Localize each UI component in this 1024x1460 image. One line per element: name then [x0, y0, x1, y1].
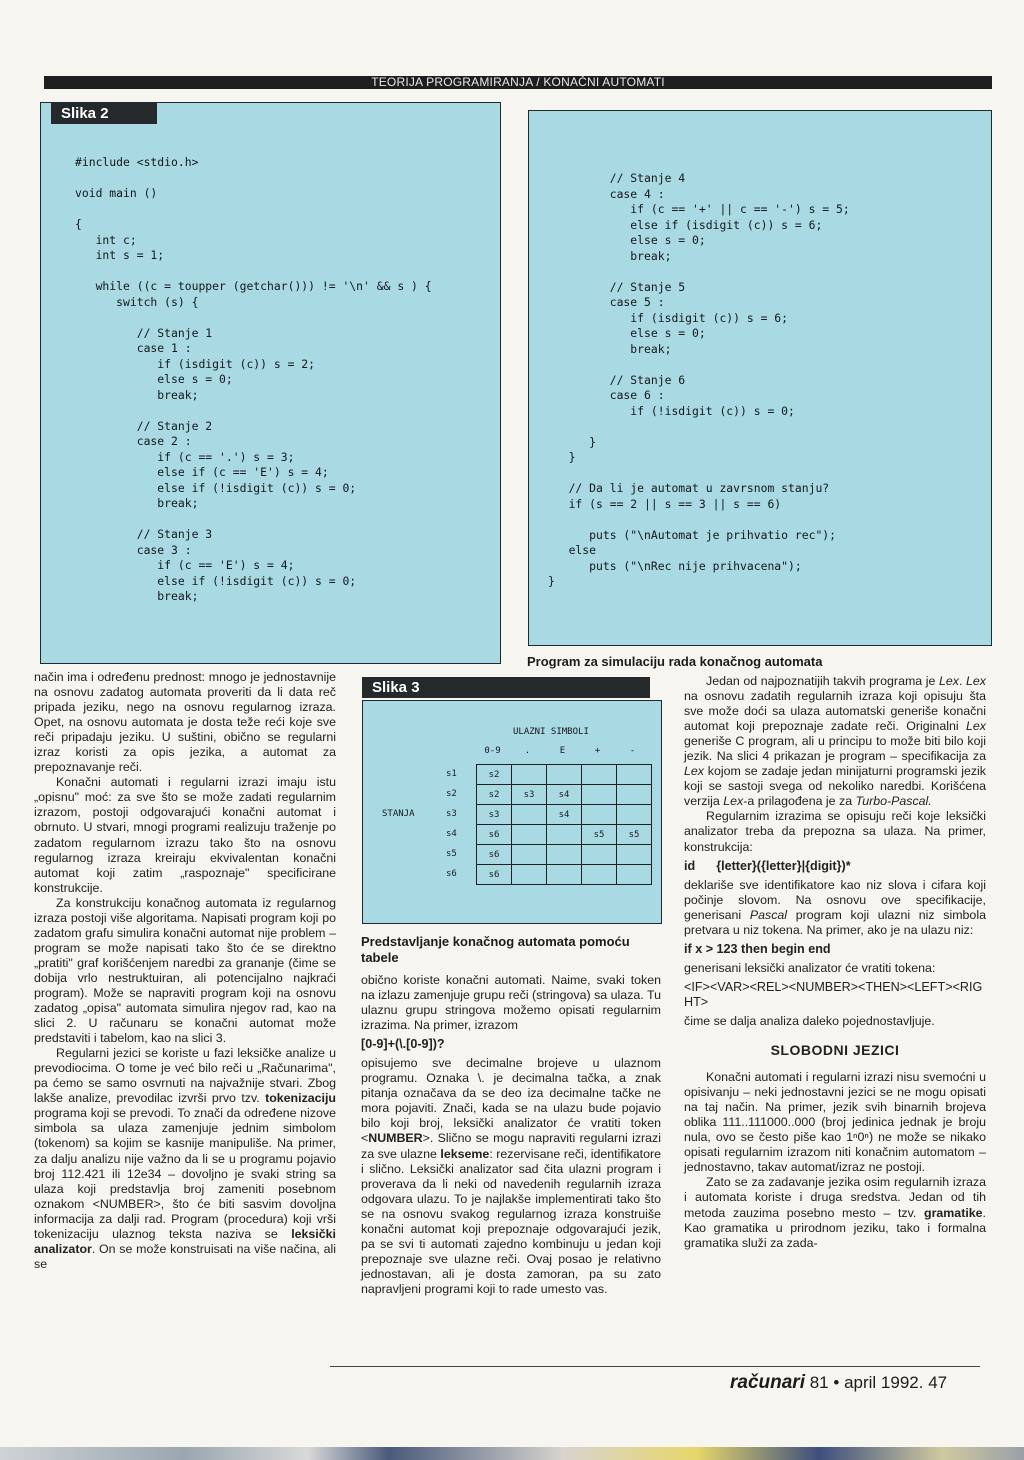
table-cell	[512, 825, 547, 845]
column-header: +	[594, 746, 601, 756]
table-cell	[547, 765, 582, 785]
table-cell: s5	[582, 825, 617, 845]
state-table-title: ULAZNI SIMBOLI	[513, 727, 589, 737]
table-row	[477, 865, 652, 885]
table-cell	[512, 865, 547, 885]
table-cell	[617, 845, 652, 865]
section-header: TEORIJA PROGRAMIRANJA / KONAČNI AUTOMATI	[44, 76, 992, 89]
paragraph: Regularnim izrazima se opisuju reči koje leksički analizator treba da prepozna sa ulaza. Na primer, konstrukcija:	[684, 809, 986, 854]
column-header: -	[629, 746, 636, 756]
table-cell: s6	[477, 825, 512, 845]
table-cell	[617, 765, 652, 785]
page-footer	[730, 1372, 947, 1394]
page-number: 47	[928, 1373, 948, 1392]
regex-formula: [0-9]+(\.[0-9])?	[361, 1037, 445, 1052]
column-header: .	[524, 746, 531, 756]
table-cell: s6	[477, 865, 512, 885]
table-cell: s3	[512, 785, 547, 805]
column-header: 0-9	[484, 746, 501, 756]
footer-rule	[330, 1366, 980, 1367]
table-row	[477, 765, 652, 785]
magazine-name: računari	[730, 1372, 805, 1393]
paragraph: Regularni jezici se koriste u fazi leksičke analize u prevodiocima. O tome je već bilo reči u „Računarima", pa ćemo se samo osvrnuti na najvažnije stvari. Zbog lakše analize, prevodilac izvrši prvo tzv. tokenizaciju programa koji se prevodi. To znači da određene nizove simbola sa ulaza zamenjuje jednim simbolom (tokenom) sa kojim se kasnije manipuliše. Na primer, za dalju analizu nije važno da li se u programu pojavio broj 112.421 ili 12e34 – dovoljno je svaki string sa ulaza koji predstavlja broj zameniti posebnom oznakom <NUMBER>, što će biti sasvim dovoljna informacija za dalji rad. Program (procedura) koji vrši tokenizaciju ulaznog teksta naziva se leksički analizator. On se može konstruisati na više načina, ali se	[34, 1046, 336, 1271]
paragraph: opisujemo sve decimalne brojeve u ulaznom programu. Oznaka \. je decimalna tačka, a znak pitanja označava da se deo iza decimalne tačke ne mora pojaviti. Znači, kada se na ulazu bude pojavio bilo koji broj, leksički analizator će vratiti token <NUMBER>. Slično se mogu napraviti regularni izrazi za sve ulazne lekseme: rezervisane reči, identifikatore i slično. Leksički analizator sad čita ulazni program i proverava da li neki od navedenih regularnih izraza odgovara ulazu. To je najlakše implementirati tako što se na osnovu svakog regularnog izraza konstruiše konačni automat koji prepoznaje odgovarajući jezik, pa se svi ti automati zajedno kombinuju u jedan koji prepoznaje sve ulazne reči. Ovaj posao je relativno jednostavan, ali je dosta zamoran, pa su zato napravljeni programi koji to rade umesto vas.	[361, 1056, 661, 1296]
table-cell	[582, 765, 617, 785]
table-cell: s4	[547, 785, 582, 805]
paragraph: generisani leksički analizator će vratiti tokena:	[684, 960, 936, 975]
table-row	[477, 845, 652, 865]
state-transition-table	[476, 764, 652, 885]
figure-caption: Predstavljanje konačnog automata pomoću tabele	[361, 934, 630, 965]
table-cell	[617, 785, 652, 805]
paragraph: Zato se za zadavanje jezika osim regularnih izraza i automata koriste i druga sredstva. Jedan od tih metoda zauzima posebno mesto – tzv. gramatike. Kao gramatika u prirodnom jeziku, tako i formalna gramatika služi za zada-	[684, 1175, 986, 1250]
table-cell	[582, 865, 617, 885]
table-cell: s4	[547, 805, 582, 825]
state-table-columns	[475, 746, 650, 756]
paragraph: Jedan od najpoznatijih takvih programa je Lex. Lex na osnovu zadatih regularnih izraza koji opisuju šta sve može doći sa ulaza automatski generiše konačni automat koji prepoznaje zadate reči. Originalni Lex generiše C program, ali u principu to može biti bilo koji jezik. Na slici 4 prikazan je program – specifikacija za Lex kojom se zadaje jedan minijaturni programski jezik koji se sastoji svega od nekoliko naredbi. Korišćena verzija Lex-a prilagođena je za Turbo-Pascal.	[684, 674, 986, 809]
paragraph: obično koriste konačni automati. Naime, svaki token na izlazu zamenjuje grupu reči (stringova) sa ulaza. Tu ulaznu grupu stringova možemo opisati regularnim izrazima. Na primer, izrazom	[361, 973, 661, 1033]
state-label: s2	[446, 789, 457, 799]
state-label: s4	[446, 829, 457, 839]
state-label: s6	[446, 869, 457, 879]
table-row	[477, 785, 652, 805]
row-group-label: STANJA	[382, 809, 415, 819]
code-block-left: #include <stdio.h> void main () { int c; int s = 1; while ((c = toupper (getchar())) != '\n' && s ) { switch (s) { // Stanje 1 case 1 : if (isdigit (c)) s = 2; else s = 0; break; // Stanje 2 case 2 : if (c == '.') s = 3; else if (c == 'E') s = 4; else if (!isdigit (c)) s = 0; break; // Stanje 3 case 3 : if (c == 'E') s = 4; else if (!isdigit (c)) s = 0; break;	[75, 155, 432, 603]
code-block-right: // Stanje 4 case 4 : if (c == '+' || c == '-') s = 5; else if (isdigit (c)) s = 6; else s = 0; break; // Stanje 5 case 5 : if (isdigit (c)) s = 6; else s = 0; break; // Stanje 6 case 6 : if (!isdigit (c)) s = 0; } } // Da li je automat u zavrsnom stanju? if (s == 2 || s == 3 || s == 6) puts ("\nAutomat je prihvatio rec"); else puts ("\nRec nije prihvacena"); }	[548, 171, 850, 588]
paragraph: čime se dalja analiza daleko pojednostavljuje.	[684, 1013, 935, 1028]
state-label: s1	[446, 769, 457, 779]
table-row	[477, 805, 652, 825]
issue-number: 81	[809, 1373, 829, 1392]
state-label: s5	[446, 849, 457, 859]
article-column-3	[684, 674, 986, 1251]
figure-label: Slika 2	[51, 103, 157, 124]
paragraph: Konačni automati i regularni izrazi nisu svemoćni u opisivanju – neki jednostavni jezici se ne mogu opisati na taj način. Na primer, jezik svih binarnih brojeva oblika 111..111000..000 (broj jedinica jednak je broju nula, ovo se često piše kao 1ⁿ0ⁿ) ne može se nikako opisati regularnim izrazom niti konačnim automatom – jednostavno, takav automat/izraz ne postoji.	[684, 1070, 986, 1175]
figure-caption: Program za simulaciju rada konačnog automata	[527, 654, 823, 669]
table-cell: s5	[617, 825, 652, 845]
paragraph: Za konstrukciju konačnog automata iz regularnog izraza postoji više algoritama. Napisati program koji po zadatom grafu simulira konačni automat nije problem – program se može napisati tako što će se direktno „pratiti" graf korišćenjem naredbi za grananje (čime se dobija vrlo nestruktuiran, ali potencijalno najkraći program). Može se napraviti program koji na osnovu zadatog „opisa" automata simulira njegov rad, kao na slici 2. U računaru se konačni automat može predstaviti i tabelom, kao na slici 3.	[34, 895, 336, 1046]
id-rule: id {letter}({letter}|{digit})*	[684, 858, 851, 873]
table-cell	[582, 845, 617, 865]
state-label: s3	[446, 809, 457, 819]
state-labels	[446, 764, 466, 884]
table-cell: s3	[477, 805, 512, 825]
table-cell	[512, 805, 547, 825]
table-cell	[547, 865, 582, 885]
article-column-1	[34, 670, 336, 1272]
input-example: if x > 123 then begin end	[684, 941, 831, 956]
table-cell	[582, 805, 617, 825]
column-header: E	[559, 746, 566, 756]
table-cell	[547, 825, 582, 845]
table-cell	[617, 805, 652, 825]
paragraph: način ima i određenu prednost: mnogo je jednostavnije na osnovu zadatog automata proveriti da li data reč pripada jeziku, nego na osnovu regularnog izraza. Opet, na osnovu automata je dosta teže reći koje sve reči pripadaju jeziku. U suštini, obično se regularni izraz koristi za opis jezika, a automat za prepoznavanje reči.	[34, 670, 336, 775]
scan-edge-stripe	[0, 1447, 1024, 1460]
table-cell	[547, 845, 582, 865]
issue-date: april 1992.	[844, 1373, 924, 1392]
table-cell	[582, 785, 617, 805]
table-cell	[512, 845, 547, 865]
token-sequence: <IF><VAR><REL><NUMBER><THEN><LEFT><RIGHT>	[684, 979, 983, 1009]
figure-label: Slika 3	[362, 677, 650, 698]
paragraph: Konačni automati i regularni izrazi imaju istu „opisnu" moć: za sve što se može zadati regularnim izrazom, postoji odgovarajući konačni automat i obrnuto. U stvari, mnogi programi realizuju traženje po zadatom regularnom izrazu tako što na osnovu regularnog izraza kreiraju ekvivalentan konačni automat koji zatim „raspoznaje" specificirane konstrukcije.	[34, 775, 336, 895]
bullet: •	[833, 1373, 840, 1392]
table-cell: s2	[477, 785, 512, 805]
table-row	[477, 825, 652, 845]
table-cell	[512, 765, 547, 785]
table-cell: s6	[477, 845, 512, 865]
section-heading: SLOBODNI JEZICI	[770, 1042, 900, 1059]
table-cell	[617, 865, 652, 885]
article-column-2	[361, 973, 661, 1297]
table-cell: s2	[477, 765, 512, 785]
paragraph: deklariše sve identifikatore kao niz slova i cifara koji počinje slovom. Na osnovu ove specifikacije, generisani Pascal program koji ulazni niz simbola pretvara u niz tokena. Na primer, ako je na ulazu niz:	[684, 877, 986, 937]
